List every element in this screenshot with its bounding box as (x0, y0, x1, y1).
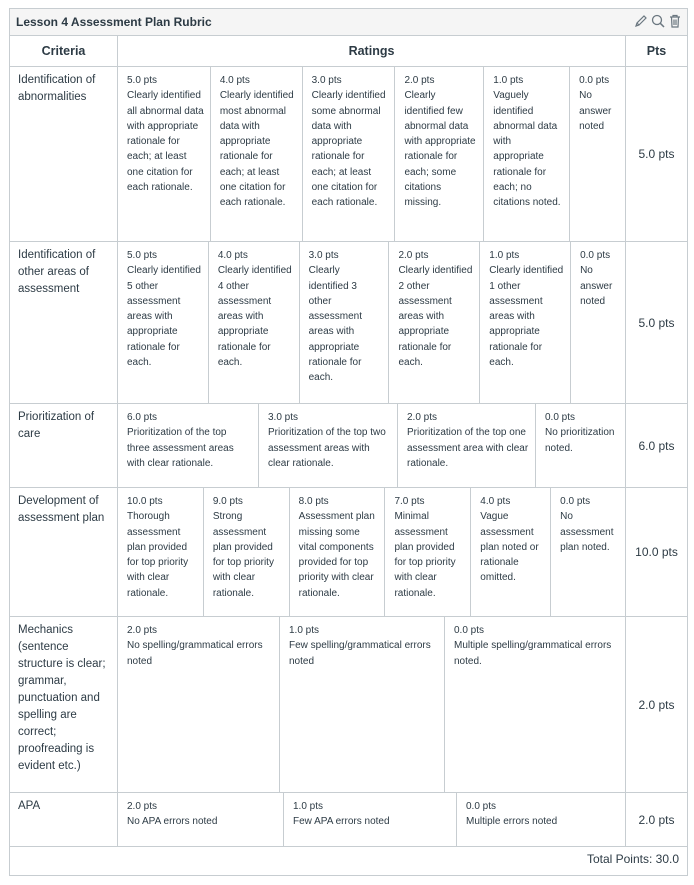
ratings-row (118, 242, 626, 404)
criterion-points: 2.0 pts (626, 617, 687, 793)
rating-cell (280, 617, 445, 792)
ratings-row (118, 67, 626, 242)
rating-pts: 5.0 pts (127, 75, 158, 86)
rubric-title-bar (10, 9, 687, 36)
rubric-actions (633, 13, 683, 34)
rating-pts: 2.0 pts (407, 412, 438, 423)
rating-desc: No prioritization noted. (545, 427, 615, 454)
rating-cell (571, 242, 625, 403)
trash-icon[interactable] (667, 13, 683, 34)
criterion-points: 5.0 pts (626, 242, 687, 404)
rating-desc: Clearly identified 4 other assessment areas with appropriate rationale for each. (217, 265, 292, 369)
rating-desc: Few spelling/grammatical errors noted (289, 640, 431, 667)
rating-pts: 1.0 pts (493, 75, 524, 86)
rating-desc: Minimal assessment plan provided for top priority with clear rationale. (394, 511, 456, 599)
rating-desc: No answer noted (580, 265, 613, 307)
edit-icon[interactable] (633, 13, 649, 34)
rating-cell (536, 404, 625, 487)
rating-pts: 0.0 pts (466, 801, 497, 812)
rating-pts: 1.0 pts (293, 801, 324, 812)
rating-pts: 0.0 pts (580, 250, 611, 261)
rating-cell (118, 242, 209, 403)
rating-cell (385, 488, 471, 616)
criterion-name: Identification of other areas of assessment (10, 242, 118, 404)
criterion-name: APA (10, 793, 118, 847)
rating-pts: 7.0 pts (394, 496, 425, 507)
rating-pts: 4.0 pts (219, 75, 250, 86)
rating-cell (471, 488, 551, 616)
rating-cell (209, 242, 300, 403)
rating-desc: Prioritization of the top one assessment area with clear rationale. (407, 427, 529, 469)
header-criteria: Criteria (10, 36, 118, 67)
rating-pts: 0.0 pts (560, 496, 591, 507)
rating-pts: 2.0 pts (398, 250, 429, 261)
rating-desc: Strong assessment plan provided for top priority with clear rationale. (212, 511, 274, 599)
rating-cell (118, 793, 284, 846)
rating-desc: No spelling/grammatical errors noted (127, 640, 263, 667)
rating-desc: Multiple errors noted (466, 816, 558, 828)
rating-desc: Clearly identified 3 other assessment areas with appropriate rationale for each. (308, 265, 362, 384)
rating-desc: Clearly identified 2 other assessment areas with appropriate rationale for each. (398, 265, 473, 369)
rating-pts: 4.0 pts (217, 250, 248, 261)
rating-cell (480, 242, 571, 403)
rating-desc: Clearly identified 1 other assessment areas with appropriate rationale for each. (489, 265, 564, 369)
rating-desc: Few APA errors noted (293, 816, 390, 828)
ratings-row (118, 793, 626, 847)
rating-cell (457, 793, 624, 846)
criterion-name: Identification of abnormalities (10, 67, 118, 242)
criterion-name: Development of assessment plan (10, 488, 118, 617)
rating-desc: Clearly identified 5 other assessment areas with appropriate rationale for each. (127, 265, 201, 369)
rating-cell (300, 242, 390, 403)
rating-pts: 9.0 pts (212, 496, 243, 507)
criterion-name: Prioritization of care (10, 404, 118, 488)
rating-desc: No assessment plan noted. (560, 511, 614, 553)
rating-pts: 10.0 pts (127, 496, 163, 507)
header-pts: Pts (626, 36, 687, 67)
rating-pts: 3.0 pts (311, 75, 342, 86)
header-ratings: Ratings (118, 36, 626, 67)
rating-desc: No answer noted (579, 90, 612, 132)
ratings-row (118, 404, 626, 488)
rating-cell (211, 67, 303, 241)
rating-desc: Clearly identified most abnormal data with appropriate rationale for each; at least one citation for each rationale. (219, 90, 294, 209)
rating-cell (303, 67, 396, 241)
rating-cell (395, 67, 484, 241)
rating-cell (118, 488, 204, 616)
rating-pts: 8.0 pts (298, 496, 329, 507)
rating-pts: 0.0 pts (579, 75, 610, 86)
rating-pts: 2.0 pts (127, 801, 158, 812)
ratings-row (118, 617, 626, 793)
rating-pts: 3.0 pts (308, 250, 339, 261)
rating-desc: Clearly identified some abnormal data with appropriate rationale for each; at least one citation for each rationale. (311, 90, 386, 209)
rating-pts: 3.0 pts (268, 412, 299, 423)
rating-cell (570, 67, 625, 241)
rating-desc: Prioritization of the top two assessment areas with clear rationale. (268, 427, 386, 469)
rating-pts: 1.0 pts (289, 625, 320, 636)
rating-cell (259, 404, 398, 487)
rating-pts: 2.0 pts (404, 75, 435, 86)
rating-desc: Clearly identified few abnormal data with appropriate rationale for each; some citations missing. (404, 90, 476, 209)
rubric-title: Lesson 4 Assessment Plan Rubric (16, 15, 212, 29)
rubric-table (9, 8, 688, 876)
rating-desc: Thorough assessment plan provided for top priority with clear rationale. (127, 511, 189, 599)
rating-pts: 1.0 pts (489, 250, 520, 261)
criterion-points: 5.0 pts (626, 67, 687, 242)
ratings-row (118, 488, 626, 617)
rating-cell (118, 67, 211, 241)
rating-cell (118, 404, 259, 487)
rating-cell (398, 404, 536, 487)
criterion-points: 2.0 pts (626, 793, 687, 847)
rating-pts: 5.0 pts (127, 250, 158, 261)
rating-pts: 0.0 pts (454, 625, 485, 636)
rating-cell (389, 242, 480, 403)
rating-cell (284, 793, 457, 846)
rating-desc: Clearly identified all abnormal data with appropriate rationale for each; at least one citation for each rationale. (127, 90, 204, 194)
criterion-name: Mechanics (sentence structure is clear; grammar, punctuation and spelling are correct; proofreading is evident etc.) (10, 617, 118, 793)
rating-pts: 2.0 pts (127, 625, 158, 636)
rating-cell (204, 488, 290, 616)
rating-pts: 4.0 pts (480, 496, 511, 507)
rating-cell (290, 488, 386, 616)
total-points: Total Points: 30.0 (586, 852, 679, 866)
rating-desc: Assessment plan missing some vital components provided for top priority with clear rationale. (298, 511, 375, 599)
rating-desc: Multiple spelling/grammatical errors noted. (454, 640, 612, 667)
rating-desc: Prioritization of the top three assessment areas with clear rationale. (127, 427, 234, 469)
rating-desc: No APA errors noted (127, 816, 218, 828)
criterion-points: 10.0 pts (626, 488, 687, 617)
rating-desc: Vague assessment plan noted or rationale omitted. (480, 511, 539, 584)
search-icon[interactable] (650, 13, 666, 34)
rating-cell (484, 67, 570, 241)
rating-desc: Vaguely identified abnormal data with appropriate rationale for each; no citations noted. (493, 90, 561, 209)
rating-pts: 6.0 pts (127, 412, 158, 423)
criterion-points: 6.0 pts (626, 404, 687, 488)
rating-cell (445, 617, 624, 792)
rating-cell (118, 617, 280, 792)
rating-cell (551, 488, 625, 616)
rating-pts: 0.0 pts (545, 412, 576, 423)
